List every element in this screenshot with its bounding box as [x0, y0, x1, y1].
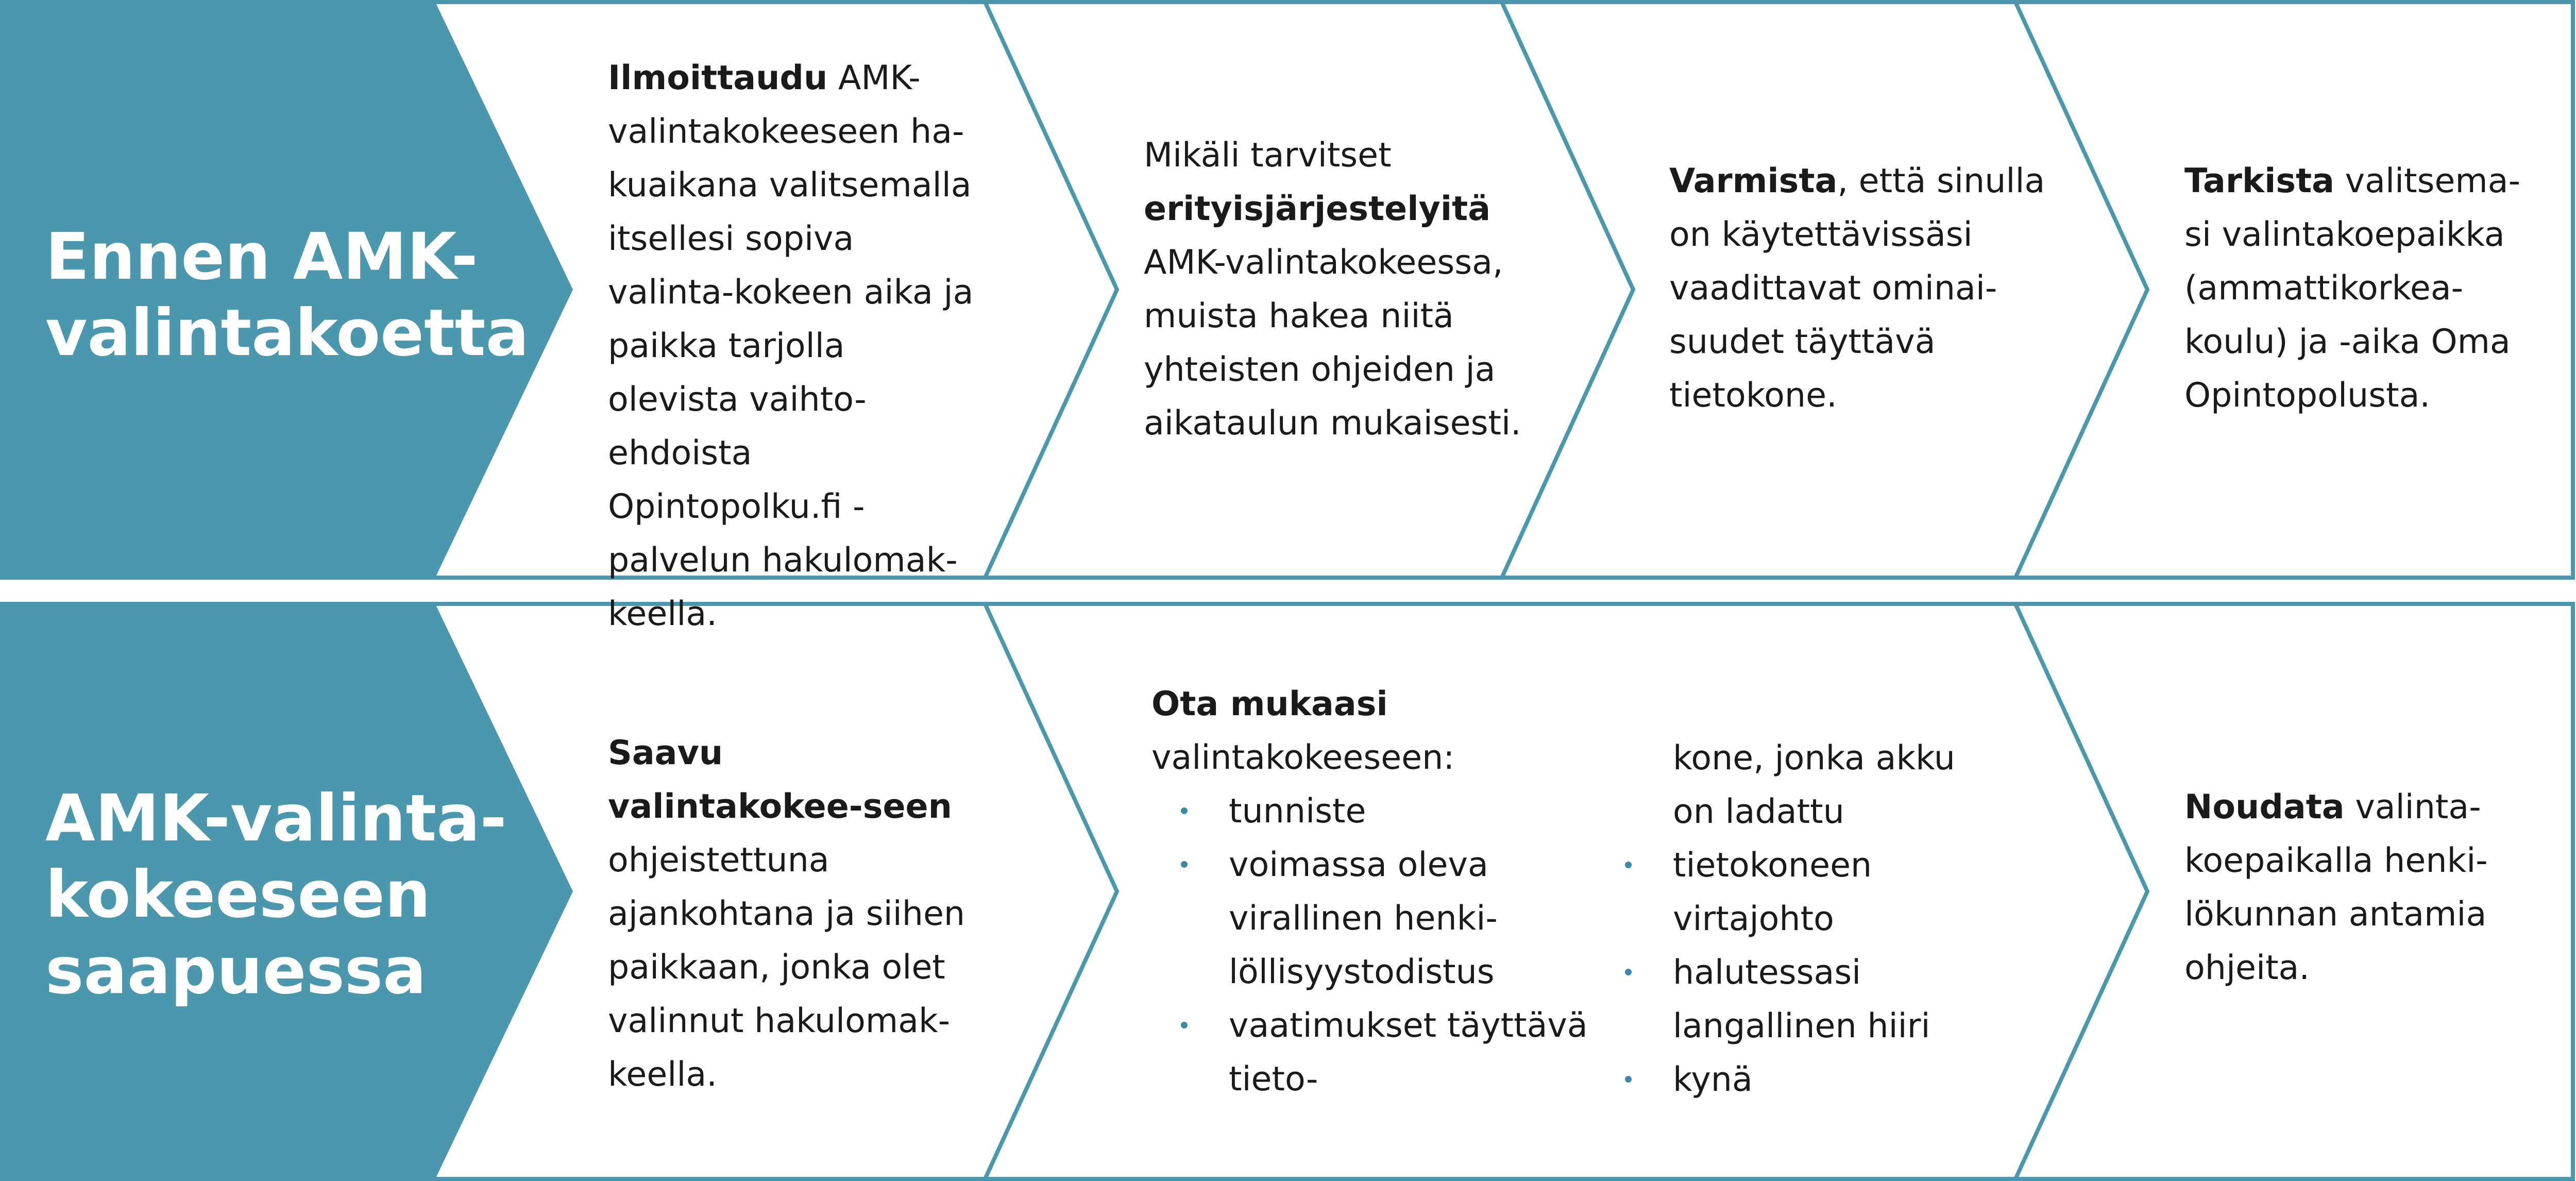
row1-step2-pre: Mikäli tarvitset — [1144, 136, 1392, 175]
row1-heading — [45, 219, 529, 372]
row2-step1-text — [608, 727, 984, 1102]
row2-step3-bold: Noudata — [2184, 788, 2345, 826]
row2-heading-line: saapuessa — [45, 934, 427, 1008]
row2-step2-intro: valintakokeeseen: — [1151, 738, 1455, 777]
row2-divider-2 — [2015, 604, 2147, 1179]
row1-step2-text — [1144, 129, 1556, 450]
row1-step3-text — [1669, 155, 2061, 423]
row2-heading — [45, 781, 507, 1009]
row2-heading-line: kokeeseen — [45, 857, 431, 932]
row1-step4-text — [2184, 155, 2540, 423]
row1-step2-bold: erityisjärjestelyitä — [1144, 190, 1491, 228]
row1-step1-body: AMK-valintakokeeseen ha-kuaikana valitsemalla itsellesi sopiva valinta-kokeen aika ja paikka tarjolla olevista vaihto-ehdoista Opintopolku.fi -palvelun hakulomak-keella. — [608, 59, 974, 633]
row2-step3-text — [2184, 781, 2540, 995]
list-item: halutessasi langallinen hiiri — [1596, 946, 1987, 1053]
list-item: tietokoneen virtajohto — [1596, 839, 1987, 946]
row1-divider-1 — [985, 2, 1117, 578]
list-item: vaatimukset täyttävä tieto- — [1151, 999, 1595, 1106]
row1-step4-bold: Tarkista — [2184, 162, 2335, 200]
row2-heading-line: AMK-valinta- — [45, 781, 507, 856]
row2-step2-col1 — [1151, 678, 1595, 1106]
row1-heading-line: Ennen AMK- — [45, 220, 478, 294]
row2-step2-col2 — [1596, 732, 1987, 1107]
list-item: voimassa oleva virallinen henki-löllisyystodistus — [1151, 838, 1595, 999]
row1-step3-body: , että sinulla on käytettävissäsi vaadittavat ominai-suudet täyttävä tietokone. — [1669, 162, 2045, 415]
row2-divider-1 — [985, 604, 1117, 1179]
row2-step1-body: ohjeistettuna ajankohtana ja siihen paikkaan, jonka olet valinnut hakulomak-keella. — [608, 841, 965, 1094]
list-item: kynä — [1596, 1053, 1987, 1107]
row1-step1-bold: Ilmoittaudu — [608, 59, 828, 97]
bring-list-continued — [1596, 839, 1987, 1107]
row1-heading-line: valintakoetta — [45, 296, 529, 370]
row2-step2-bold: Ota mukaasi — [1151, 685, 1388, 723]
row1-step1-text — [608, 52, 984, 641]
row2-step3-body: valinta-koepaikalla henki-lökunnan antamia ohjeita. — [2184, 788, 2488, 987]
bring-list — [1151, 785, 1595, 1106]
row2-step1-bold: Saavu valintakokee-seen — [608, 734, 952, 826]
row1-step2-body: AMK-valintakokeessa, muista hakea niitä yhteisten ohjeiden ja aikataulun mukaisesti. — [1144, 243, 1521, 443]
list-item-continuation: kone, jonka akku on ladattu — [1673, 739, 1955, 831]
row1-step3-bold: Varmista — [1669, 162, 1838, 200]
list-item: tunniste — [1151, 785, 1595, 838]
row1-step4-body: valitsema-si valintakoepaikka (ammattikorkea-koulu) ja -aika Oma Opintopolusta. — [2184, 162, 2521, 415]
